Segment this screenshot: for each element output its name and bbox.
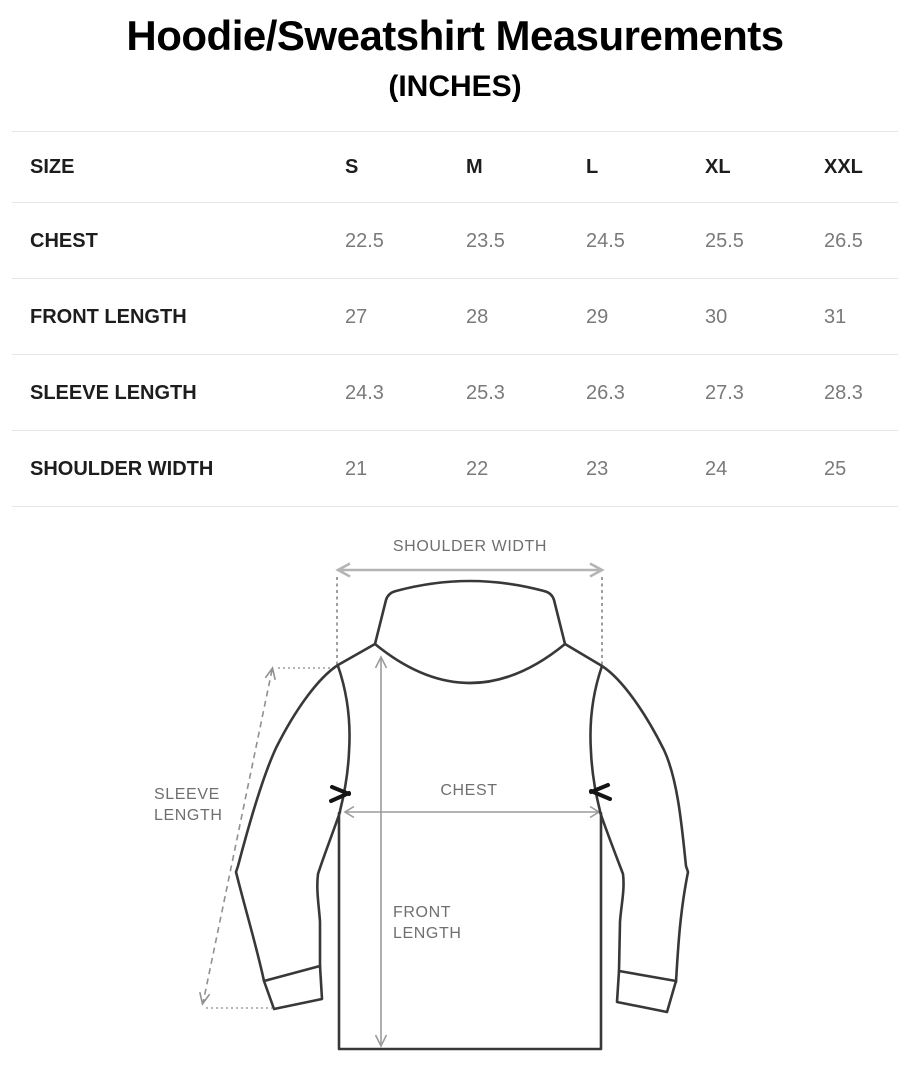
left-cuff: [264, 966, 322, 1009]
cell-value: 23: [586, 457, 609, 480]
shoulder-width-label: SHOULDER WIDTH: [392, 538, 548, 555]
row-label: SLEEVE LENGTH: [30, 381, 197, 404]
table-row-front-length: [12, 279, 898, 355]
row-label: FRONT LENGTH: [30, 305, 187, 328]
cell-value: 25: [824, 457, 847, 480]
cell-value: 27.3: [705, 381, 744, 404]
sleeve-length-label-line1: SLEEVE: [154, 786, 220, 803]
cell-value: 22.5: [345, 229, 384, 252]
cell-value: 24: [705, 457, 728, 480]
page-title: Hoodie/Sweatshirt Measurements: [126, 12, 784, 59]
cell-value: 21: [345, 457, 368, 480]
cell-value: 28.3: [824, 381, 863, 404]
row-label: SHOULDER WIDTH: [30, 457, 214, 480]
table-row-sleeve-length: [12, 355, 898, 431]
shoulder-width-extension-lines: [337, 577, 602, 665]
measurement-table: [12, 131, 898, 507]
table-row-chest: [12, 203, 898, 279]
cell-value: 26.5: [824, 229, 863, 252]
measurement-lines: [345, 657, 599, 1046]
cell-value: 30: [705, 305, 728, 328]
cell-value: 26.3: [586, 381, 625, 404]
hoodie-measurement-diagram: [0, 502, 910, 1082]
cell-value: 25.5: [705, 229, 744, 252]
col-header-l: L: [586, 156, 599, 178]
col-header-xxl: XXL: [824, 156, 863, 178]
shoulder-width-arrow: [338, 564, 602, 577]
cell-value: 24.3: [345, 381, 384, 404]
row-label: CHEST: [30, 229, 98, 252]
hood-outline: [375, 581, 565, 644]
cell-value: 23.5: [466, 229, 505, 252]
front-length-label-line2: LENGTH: [393, 925, 462, 942]
right-arm-outer: [565, 644, 688, 982]
right-cuff: [617, 971, 676, 1012]
cell-value: 24.5: [586, 229, 625, 252]
sleeve-length-label-line2: LENGTH: [154, 807, 223, 824]
table-header-row: [12, 132, 898, 203]
cell-value: 28: [466, 305, 489, 328]
col-header-xl: XL: [705, 156, 731, 178]
body-outline: [339, 813, 601, 1049]
col-header-size: SIZE: [30, 156, 75, 178]
cell-value: 25.3: [466, 381, 505, 404]
sleeve-arrow-top: [265, 668, 275, 680]
table-row-shoulder-width: [12, 431, 898, 507]
col-header-m: M: [466, 156, 483, 178]
cell-value: 27: [345, 305, 368, 328]
front-length-label-line1: FRONT: [393, 904, 452, 921]
dotted-connectors: [206, 668, 335, 1008]
chest-label: CHEST: [440, 782, 498, 799]
sleeve-length-line: [200, 668, 275, 1004]
page-subtitle: (INCHES): [388, 70, 522, 103]
cell-value: 29: [586, 305, 609, 328]
left-armpit-mark: [331, 787, 349, 801]
col-header-s: S: [345, 156, 359, 178]
left-arm-inner: [317, 812, 340, 967]
right-arm-inner: [600, 812, 624, 971]
neckline: [375, 644, 565, 683]
cell-value: 31: [824, 305, 847, 328]
cell-value: 22: [466, 457, 489, 480]
hoodie-outline: [236, 581, 688, 1049]
